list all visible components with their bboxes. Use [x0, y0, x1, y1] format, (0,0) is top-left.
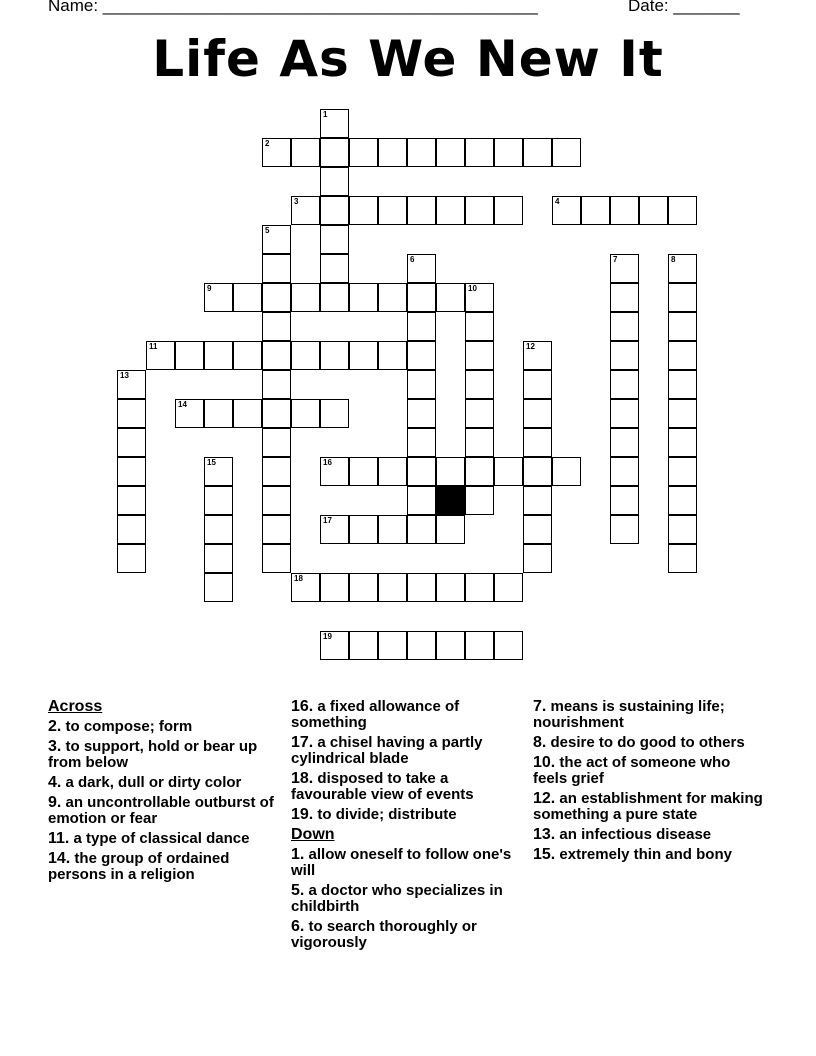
clue-number: 1. — [291, 846, 305, 863]
grid-cell[interactable] — [668, 486, 697, 515]
clue-item — [533, 791, 768, 823]
clue-number-label: 18 — [294, 574, 303, 583]
grid-cell[interactable] — [465, 486, 494, 515]
clue-item — [291, 699, 526, 731]
grid-cell[interactable] — [262, 341, 291, 370]
grid-cell[interactable] — [378, 631, 407, 660]
clue-number-label: 5 — [265, 226, 270, 235]
grid-cell[interactable] — [349, 196, 378, 225]
clue-item — [533, 699, 768, 731]
grid-cell[interactable] — [378, 138, 407, 167]
clue-text: an infectious disease — [555, 826, 712, 843]
grid-cell[interactable] — [436, 138, 465, 167]
grid-cell[interactable] — [320, 254, 349, 283]
grid-cell[interactable] — [610, 341, 639, 370]
clue-number-label: 6 — [410, 255, 415, 264]
grid-cell[interactable] — [610, 196, 639, 225]
grid-cell[interactable] — [407, 312, 436, 341]
clue-item — [291, 735, 526, 767]
grid-cell[interactable] — [552, 196, 581, 225]
grid-cell[interactable] — [668, 457, 697, 486]
grid-cell[interactable] — [552, 138, 581, 167]
clue-text: an establishment for making something a pure state — [533, 790, 763, 823]
grid-cell[interactable] — [436, 515, 465, 544]
clue-number-label: 7 — [613, 255, 618, 264]
across-heading: Across — [48, 698, 103, 715]
clue-number: 2. — [48, 718, 62, 735]
clues-column-1 — [48, 699, 283, 887]
clue-item — [533, 755, 768, 787]
grid-cell[interactable] — [117, 515, 146, 544]
grid-cell[interactable] — [610, 370, 639, 399]
clue-text: means is sustaining life; nourishment — [533, 698, 725, 731]
clue-item — [48, 775, 283, 791]
grid-cell[interactable] — [523, 544, 552, 573]
clue-number: 17. — [291, 734, 314, 751]
grid-cell[interactable] — [494, 138, 523, 167]
grid-cell[interactable] — [523, 341, 552, 370]
grid-cell[interactable] — [204, 486, 233, 515]
grid-cell[interactable] — [552, 457, 581, 486]
grid-cell[interactable] — [610, 515, 639, 544]
down-heading: Down — [291, 826, 335, 843]
grid-cell[interactable] — [204, 573, 233, 602]
grid-cell[interactable] — [320, 138, 349, 167]
grid-cell[interactable] — [610, 486, 639, 515]
grid-cell[interactable] — [407, 341, 436, 370]
grid-cell[interactable] — [436, 573, 465, 602]
clue-number-label: 9 — [207, 284, 212, 293]
clue-item — [291, 919, 526, 951]
grid-cell[interactable] — [436, 457, 465, 486]
grid-cell[interactable] — [581, 196, 610, 225]
clue-text: a chisel having a partly cylindrical blade — [291, 734, 483, 767]
clue-text: a dark, dull or dirty color — [61, 774, 242, 791]
grid-cell[interactable] — [204, 399, 233, 428]
grid-cell[interactable] — [233, 341, 262, 370]
grid-cell[interactable] — [291, 341, 320, 370]
grid-cell[interactable] — [291, 196, 320, 225]
grid-cell[interactable] — [436, 631, 465, 660]
grid-cell[interactable] — [668, 428, 697, 457]
clue-number: 5. — [291, 882, 305, 899]
clue-text: the act of someone who feels grief — [533, 754, 731, 787]
grid-cell[interactable] — [465, 138, 494, 167]
grid-cell[interactable] — [668, 341, 697, 370]
clue-number: 14. — [48, 850, 71, 867]
grid-cell[interactable] — [407, 196, 436, 225]
grid-cell[interactable] — [378, 283, 407, 312]
clue-number: 11. — [48, 830, 70, 847]
grid-cell[interactable] — [378, 573, 407, 602]
grid-cell[interactable] — [378, 515, 407, 544]
grid-cell[interactable] — [349, 283, 378, 312]
clue-item — [291, 771, 526, 803]
grid-cell[interactable] — [204, 283, 233, 312]
clues-column-3 — [533, 699, 768, 867]
grid-cell[interactable] — [523, 486, 552, 515]
grid-cell[interactable] — [291, 399, 320, 428]
grid-cell[interactable] — [407, 283, 436, 312]
clue-text: the group of ordained persons in a religion — [48, 850, 230, 883]
name-field-label: Name: ______________________________________________ — [48, 0, 538, 15]
grid-cell[interactable] — [117, 370, 146, 399]
grid-cell[interactable] — [378, 457, 407, 486]
grid-cell[interactable] — [262, 370, 291, 399]
clue-number-label: 15 — [207, 458, 216, 467]
grid-cell[interactable] — [668, 196, 697, 225]
grid-cell[interactable] — [523, 457, 552, 486]
grid-cell[interactable] — [465, 283, 494, 312]
clue-text: to search thoroughly or vigorously — [291, 918, 477, 951]
grid-cell[interactable] — [262, 254, 291, 283]
grid-cell[interactable] — [465, 341, 494, 370]
grid-cell[interactable] — [407, 428, 436, 457]
grid-cell[interactable] — [262, 138, 291, 167]
clue-text: a doctor who specializes in childbirth — [291, 882, 503, 915]
grid-cell[interactable] — [349, 138, 378, 167]
grid-cell[interactable] — [407, 457, 436, 486]
grid-cell[interactable] — [668, 544, 697, 573]
clue-text: allow oneself to follow one's will — [291, 846, 512, 879]
grid-cell[interactable] — [117, 399, 146, 428]
grid-cell[interactable] — [378, 341, 407, 370]
grid-cell[interactable] — [349, 515, 378, 544]
clue-number: 8. — [533, 734, 547, 751]
clue-number: 15. — [533, 846, 556, 863]
clue-number-label: 19 — [323, 632, 332, 641]
grid-cell[interactable] — [465, 312, 494, 341]
clue-number: 7. — [533, 698, 547, 715]
grid-cell[interactable] — [320, 283, 349, 312]
black-square — [436, 486, 465, 515]
grid-cell[interactable] — [407, 370, 436, 399]
clue-item — [48, 719, 283, 735]
clue-item — [291, 883, 526, 915]
clues-column-2 — [291, 699, 526, 955]
clue-number-label: 3 — [294, 197, 299, 206]
grid-cell[interactable] — [320, 196, 349, 225]
clue-item — [533, 847, 768, 863]
clue-number-label: 8 — [671, 255, 676, 264]
clue-number-label: 10 — [468, 284, 477, 293]
grid-cell[interactable] — [320, 109, 349, 138]
clue-item — [533, 735, 768, 751]
grid-cell[interactable] — [204, 457, 233, 486]
clue-item — [291, 807, 526, 823]
clue-text: an uncontrollable outburst of emotion or fear — [48, 794, 274, 827]
grid-cell[interactable] — [117, 544, 146, 573]
grid-cell[interactable] — [320, 457, 349, 486]
grid-cell[interactable] — [465, 428, 494, 457]
clue-text: to divide; distribute — [313, 806, 457, 823]
grid-cell[interactable] — [610, 254, 639, 283]
clue-text: desire to do good to others — [546, 734, 745, 751]
grid-cell[interactable] — [204, 544, 233, 573]
grid-cell[interactable] — [320, 631, 349, 660]
clue-item — [48, 831, 283, 847]
puzzle-title: Life As We New It — [152, 30, 664, 88]
clue-number: 10. — [533, 754, 556, 771]
clue-item — [533, 827, 768, 843]
grid-cell[interactable] — [291, 573, 320, 602]
grid-cell[interactable] — [465, 370, 494, 399]
clue-number: 12. — [533, 790, 556, 807]
clue-number: 13. — [533, 826, 556, 843]
grid-cell[interactable] — [523, 428, 552, 457]
grid-cell[interactable] — [262, 544, 291, 573]
grid-cell[interactable] — [233, 283, 262, 312]
grid-cell[interactable] — [117, 457, 146, 486]
grid-cell[interactable] — [320, 167, 349, 196]
grid-cell[interactable] — [668, 312, 697, 341]
grid-cell[interactable] — [320, 341, 349, 370]
grid-cell[interactable] — [494, 573, 523, 602]
grid-cell[interactable] — [407, 486, 436, 515]
grid-cell[interactable] — [407, 573, 436, 602]
grid-cell[interactable] — [349, 631, 378, 660]
grid-cell[interactable] — [523, 138, 552, 167]
clue-number-label: 4 — [555, 197, 560, 206]
clue-text: a type of classical dance — [69, 830, 250, 847]
grid-cell[interactable] — [407, 138, 436, 167]
grid-cell[interactable] — [610, 312, 639, 341]
grid-cell[interactable] — [262, 428, 291, 457]
grid-cell[interactable] — [494, 457, 523, 486]
grid-cell[interactable] — [291, 138, 320, 167]
grid-cell[interactable] — [117, 428, 146, 457]
clue-number: 6. — [291, 918, 305, 935]
grid-cell[interactable] — [668, 399, 697, 428]
grid-cell[interactable] — [639, 196, 668, 225]
grid-cell[interactable] — [407, 399, 436, 428]
clue-number-label: 2 — [265, 139, 270, 148]
clue-number: 4. — [48, 774, 62, 791]
grid-cell[interactable] — [610, 283, 639, 312]
grid-cell[interactable] — [436, 196, 465, 225]
grid-cell[interactable] — [146, 341, 175, 370]
grid-cell[interactable] — [465, 399, 494, 428]
grid-cell[interactable] — [668, 515, 697, 544]
clue-number: 19. — [291, 806, 314, 823]
grid-cell[interactable] — [668, 254, 697, 283]
grid-cell[interactable] — [465, 631, 494, 660]
grid-cell[interactable] — [494, 631, 523, 660]
grid-cell[interactable] — [204, 515, 233, 544]
grid-cell[interactable] — [407, 254, 436, 283]
grid-cell[interactable] — [465, 196, 494, 225]
grid-cell[interactable] — [436, 283, 465, 312]
clue-text: to support, hold or bear up from below — [48, 738, 258, 771]
clue-text: extremely thin and bony — [555, 846, 732, 863]
grid-cell[interactable] — [320, 399, 349, 428]
grid-cell[interactable] — [407, 515, 436, 544]
grid-cell[interactable] — [204, 341, 233, 370]
grid-cell[interactable] — [262, 225, 291, 254]
clue-number: 16. — [291, 698, 314, 715]
clue-number: 9. — [48, 794, 62, 811]
clue-item — [48, 739, 283, 771]
grid-cell[interactable] — [349, 457, 378, 486]
clue-item — [48, 795, 283, 827]
grid-cell[interactable] — [320, 515, 349, 544]
date-field-label: Date: _______ — [628, 0, 740, 15]
grid-cell[interactable] — [349, 573, 378, 602]
grid-cell[interactable] — [465, 457, 494, 486]
clue-number: 18. — [291, 770, 314, 787]
clue-number-label: 16 — [323, 458, 332, 467]
grid-cell[interactable] — [262, 312, 291, 341]
clue-number-label: 17 — [323, 516, 332, 525]
clue-number-label: 13 — [120, 371, 129, 380]
grid-cell[interactable] — [378, 196, 407, 225]
grid-cell[interactable] — [262, 399, 291, 428]
grid-cell[interactable] — [320, 225, 349, 254]
clue-number-label: 1 — [323, 110, 328, 119]
grid-cell[interactable] — [262, 515, 291, 544]
grid-cell[interactable] — [668, 370, 697, 399]
clue-number-label: 12 — [526, 342, 535, 351]
grid-cell[interactable] — [610, 457, 639, 486]
grid-cell[interactable] — [175, 341, 204, 370]
grid-cell[interactable] — [262, 486, 291, 515]
clue-text: a fixed allowance of something — [291, 698, 460, 731]
grid-cell[interactable] — [523, 399, 552, 428]
grid-cell[interactable] — [320, 573, 349, 602]
grid-cell[interactable] — [494, 196, 523, 225]
grid-cell[interactable] — [349, 341, 378, 370]
grid-cell[interactable] — [523, 515, 552, 544]
clue-number-label: 11 — [149, 342, 158, 351]
grid-cell[interactable] — [407, 631, 436, 660]
clue-item — [291, 847, 526, 879]
grid-cell[interactable] — [117, 486, 146, 515]
grid-cell[interactable] — [668, 283, 697, 312]
grid-cell[interactable] — [291, 283, 320, 312]
clue-text: disposed to take a favourable view of events — [291, 770, 474, 803]
grid-cell[interactable] — [610, 399, 639, 428]
grid-cell[interactable] — [262, 457, 291, 486]
clue-number: 3. — [48, 738, 62, 755]
grid-cell[interactable] — [262, 283, 291, 312]
grid-cell[interactable] — [175, 399, 204, 428]
grid-cell[interactable] — [610, 428, 639, 457]
clue-number-label: 14 — [178, 400, 187, 409]
grid-cell[interactable] — [233, 399, 262, 428]
clue-item — [48, 851, 283, 883]
grid-cell[interactable] — [523, 370, 552, 399]
clue-text: to compose; form — [61, 718, 193, 735]
grid-cell[interactable] — [465, 573, 494, 602]
